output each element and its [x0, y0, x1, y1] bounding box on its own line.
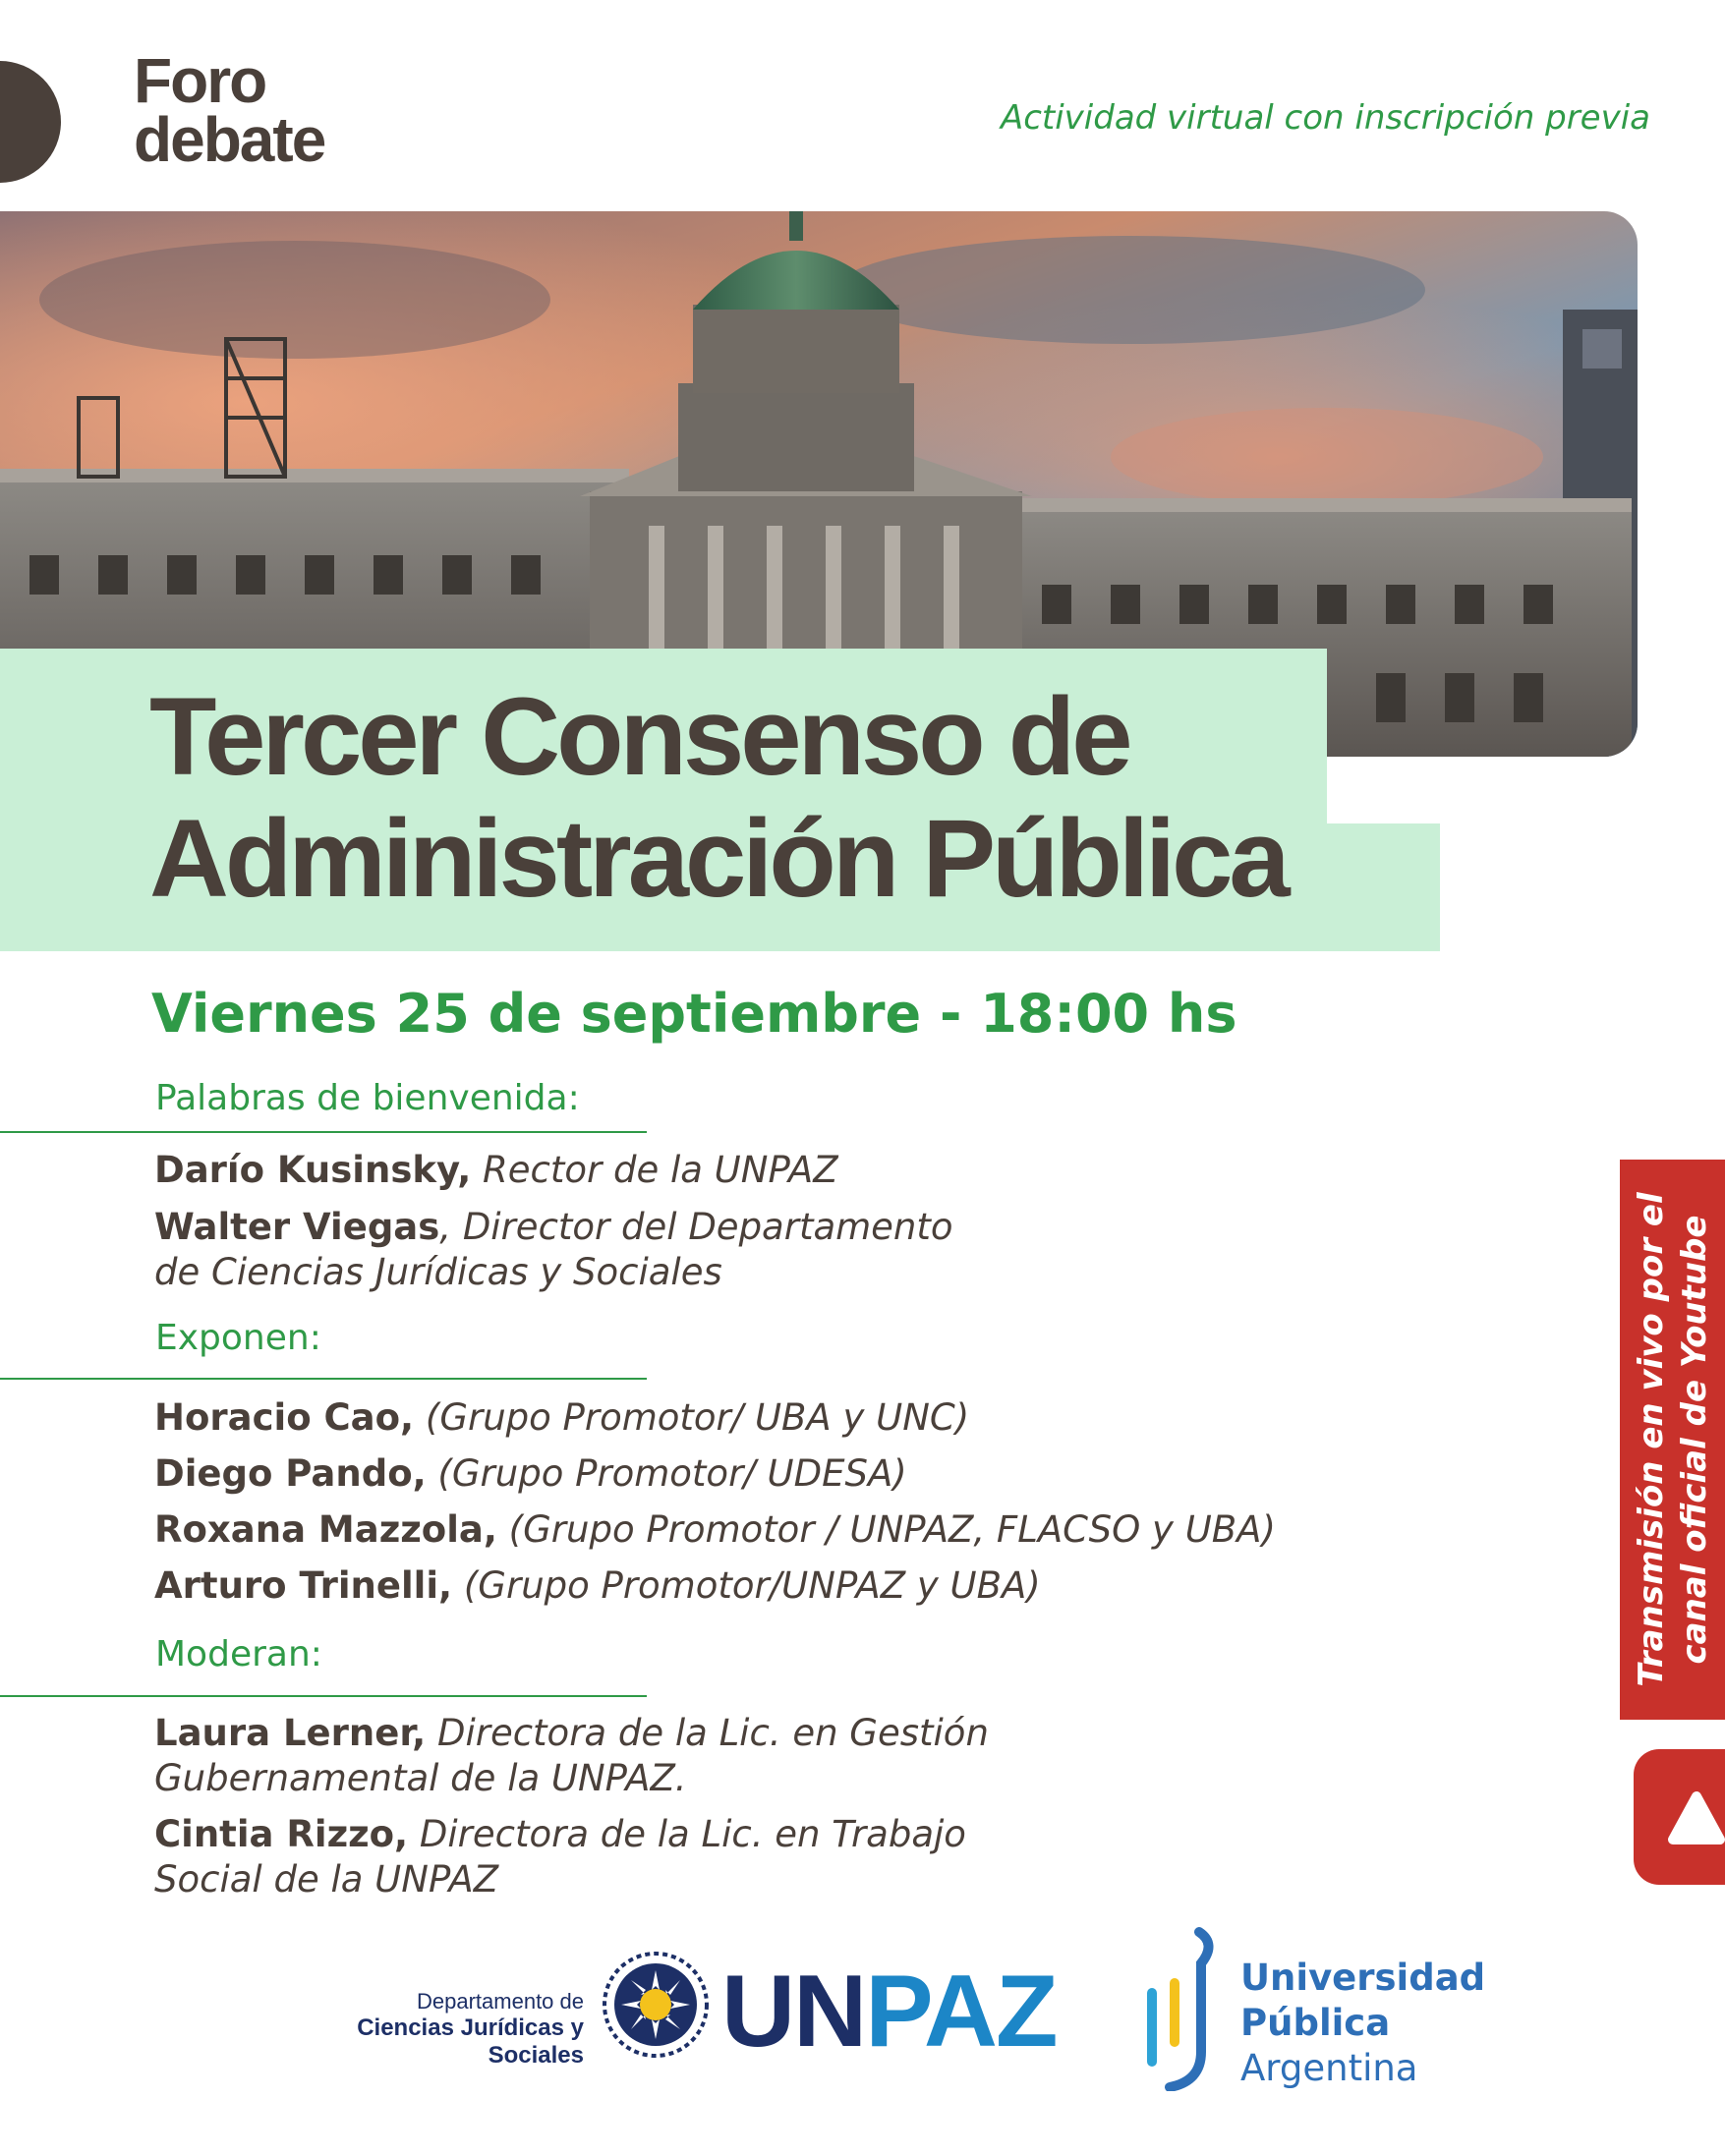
person-name: Horacio Cao,: [154, 1396, 415, 1439]
moderators-heading: Moderan:: [155, 1634, 322, 1674]
speaker-3: [154, 1507, 1276, 1553]
universidad-publica-mark-icon: [1130, 1924, 1229, 2095]
person-role: Rector de la UNPAZ: [471, 1149, 838, 1191]
person-role: (Grupo Promotor/ UBA y UNC): [414, 1396, 970, 1439]
foro-debate-logo: [134, 45, 325, 175]
live-stream-text: [1630, 1164, 1716, 1715]
person-name: Arturo Trinelli,: [154, 1564, 453, 1607]
person-name: Darío Kusinsky,: [154, 1149, 472, 1191]
welcome-divider: [0, 1131, 647, 1133]
person-role: Directora de la Lic. en Trabajo: [408, 1813, 966, 1855]
unpaz-wordmark: [721, 1954, 1057, 2071]
live-line-1: Transmisión en vivo por el: [1632, 1192, 1671, 1687]
person-role: (Grupo Promotor/ UDESA): [426, 1452, 907, 1495]
speaker-4: [154, 1563, 1041, 1609]
upa-line-3: Argentina: [1240, 2047, 1418, 2089]
person-role-cont: Gubernamental de la UNPAZ.: [154, 1757, 687, 1799]
unpaz-paz: PAZ: [865, 1955, 1057, 2069]
person-name: Walter Viegas: [154, 1206, 440, 1248]
registration-note: Actividad virtual con inscripción previa: [1000, 98, 1650, 138]
person-role: Directora de la Lic. en Gestión: [426, 1712, 989, 1754]
title-line-1: Tercer Consenso de: [149, 675, 1129, 798]
person-role: (Grupo Promotor / UNPAZ, FLACSO y UBA): [496, 1508, 1276, 1551]
person-name: Cintia Rizzo,: [154, 1813, 409, 1855]
title-line-2: Administración Pública: [149, 797, 1287, 920]
welcome-person-1: [154, 1148, 838, 1193]
department-line-1: Departamento de: [417, 1989, 584, 2014]
department-line-2: Ciencias Jurídicas y Sociales: [357, 2014, 584, 2069]
brand-half-circle: [0, 61, 61, 183]
event-date: Viernes 25 de septiembre - 18:00 hs: [151, 983, 1237, 1045]
person-name: Roxana Mazzola,: [154, 1508, 497, 1551]
brand-line-2: debate: [134, 104, 325, 175]
person-name: Laura Lerner,: [154, 1712, 427, 1754]
person-name: Diego Pando,: [154, 1452, 427, 1495]
speaker-1: [154, 1395, 969, 1441]
person-role: , Director del Departamento: [439, 1206, 953, 1248]
moderator-1: [154, 1711, 989, 1801]
welcome-heading: Palabras de bienvenida:: [155, 1078, 580, 1118]
department-logo-text: [273, 1989, 584, 2070]
speakers-heading: Exponen:: [155, 1318, 321, 1358]
person-role: (Grupo Promotor/UNPAZ y UBA): [452, 1564, 1041, 1607]
person-role-cont: de Ciencias Jurídicas y Sociales: [154, 1251, 722, 1293]
brand-line-1: Foro: [134, 45, 266, 116]
speaker-2: [154, 1451, 907, 1497]
upa-line-1: Universidad: [1240, 1957, 1486, 1999]
person-role-cont: Social de la UNPAZ: [154, 1858, 499, 1901]
speakers-divider: [0, 1378, 647, 1380]
unpaz-un: UN: [721, 1955, 866, 2069]
youtube-button[interactable]: [1634, 1749, 1725, 1885]
event-title: [149, 676, 1287, 920]
universidad-publica-logo-text: [1240, 1956, 1485, 2091]
live-line-2: canal oficial de Youtube: [1675, 1215, 1714, 1665]
upa-line-2: Pública: [1240, 2002, 1391, 2044]
moderator-2: [154, 1812, 966, 1902]
unpaz-seal-icon: [602, 1951, 710, 2063]
moderators-divider: [0, 1695, 647, 1697]
welcome-person-2: [154, 1205, 953, 1295]
youtube-play-icon: [1634, 1749, 1725, 1885]
